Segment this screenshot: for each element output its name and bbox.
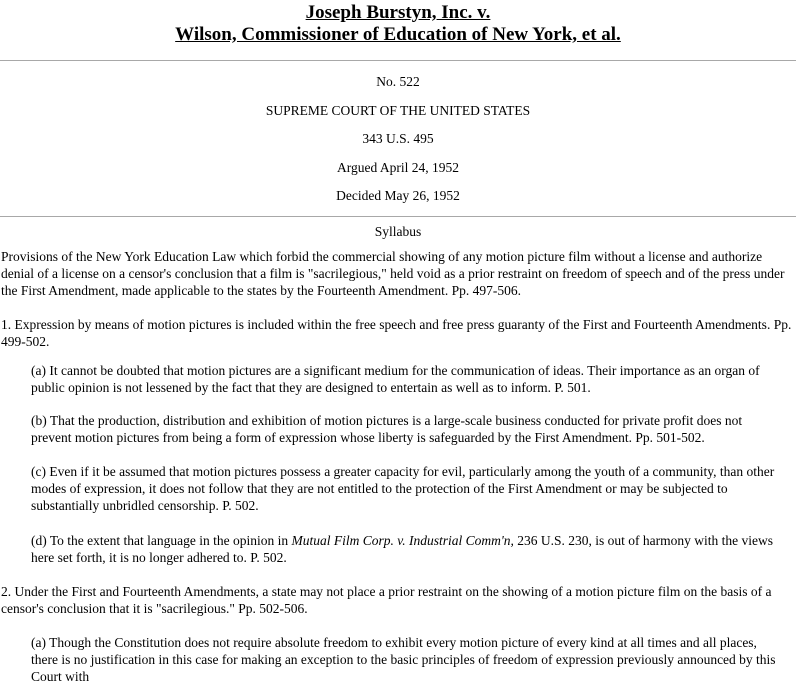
divider-bottom <box>0 216 796 217</box>
argued-date: Argued April 24, 1952 <box>337 159 459 175</box>
syllabus-intro: Provisions of the New York Education Law which forbid the commercial showing of any motion picture film without a license and authorize denial of a license on a censor's conclusion that a film is "sacrilegious," held void as a prior restraint on freedom of speech and of the press under the First Amendment, made applicable to the states by the Fourteenth Amendment. Pp. 497-506. <box>1 248 785 298</box>
case-title <box>0 2 796 46</box>
syllabus-point-1d <box>0 532 796 566</box>
divider-top <box>0 60 796 61</box>
point-1d-text-end: 236 U.S. 230, is out of harmony with the views here set forth, it is no longer adhered to. P. 502. <box>31 532 774 565</box>
syllabus-point-1b: (b) That the production, distribution and exhibition of motion pictures is a large-scale business conducted for private profit does not prevent motion pictures from being a form of expression whose liberty is safeguarded by the First Amendment. Pp. 501-502. <box>31 412 743 445</box>
syllabus-point-1c: (c) Even if it be assumed that motion pictures possess a greater capacity for evil, particularly among the youth of a community, than other modes of expression, it does not follow that they are not entitled to the protection of the First Amendment or may be subjected to substantially unbridled censorship. P. 502. <box>31 463 775 513</box>
case-title-line-2: Wilson, Commissioner of Education of New York, et al. <box>175 24 621 45</box>
point-1d-text-start: (d) To the extent that language in the opinion in <box>31 532 292 548</box>
opinion-page <box>0 2 796 685</box>
syllabus-point-1: 1. Expression by means of motion pictures is included within the free speech and free press guaranty of the First and Fourteenth Amendments. Pp. 499-502. <box>1 316 792 349</box>
syllabus-point-1a: (a) It cannot be doubted that motion pictures are a significant medium for the communication of ideas. Their importance as an organ of public opinion is not lessened by the fact that they are designed to entertain as well as to inform. P. 501. <box>31 362 760 395</box>
case-title-line-1: Joseph Burstyn, Inc. v. <box>305 2 491 23</box>
syllabus-heading: Syllabus <box>374 223 422 239</box>
syllabus-point-2a: (a) Though the Constitution does not require absolute freedom to exhibit every motion picture of every kind at all times and all places, there is no justification in this case for making an exception to the basic principles of freedom of expression previously announced by this Court with <box>31 634 776 684</box>
court-name: SUPREME COURT OF THE UNITED STATES <box>265 102 531 118</box>
case-metadata <box>0 73 796 216</box>
decided-date: Decided May 26, 1952 <box>336 188 460 203</box>
syllabus-point-2: 2. Under the First and Fourteenth Amendments, a state may not place a prior restraint on the showing of a motion picture film on the basis of a censor's conclusion that it is "sacrilegious." Pp. 502-506. <box>1 583 772 616</box>
case-number: No. 522 <box>376 74 420 89</box>
cited-case-name: Mutual Film Corp. v. Industrial Comm'n, <box>291 532 514 548</box>
citation: 343 U.S. 495 <box>362 131 434 146</box>
